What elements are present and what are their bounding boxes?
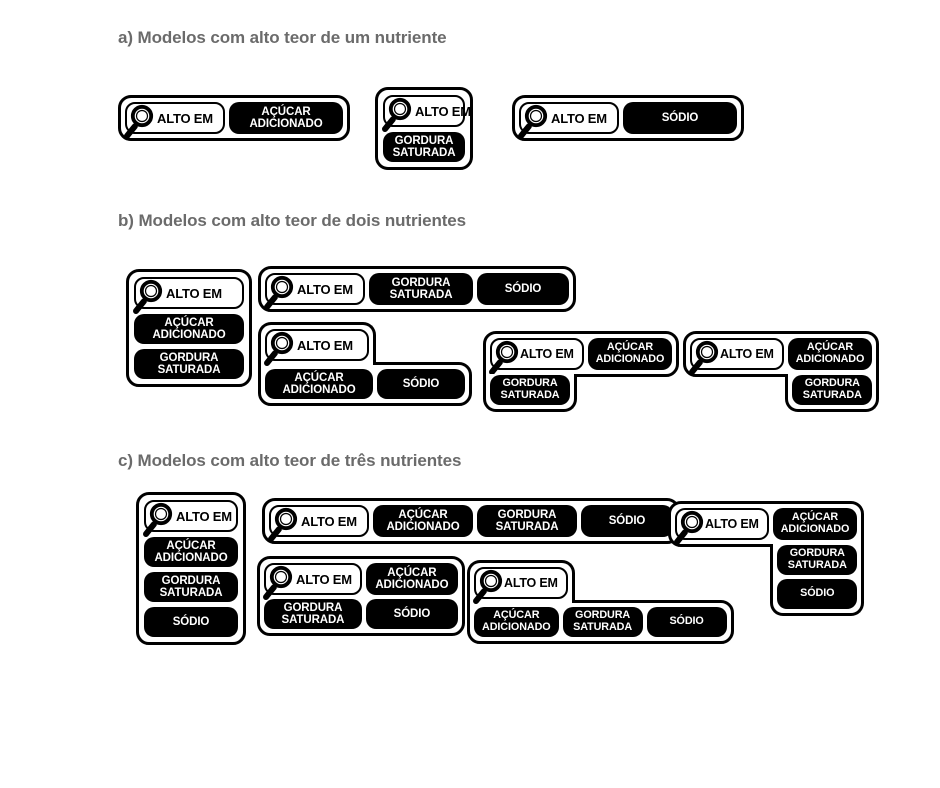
seal-a-acucar xyxy=(118,95,350,141)
alto-em-box xyxy=(690,338,784,370)
badge-text-line: ADICIONADO xyxy=(386,521,460,533)
badge-text-line: AÇÚCAR xyxy=(166,539,216,552)
badge-acucar-adicionado xyxy=(229,102,343,134)
seal-b-gordura-sodio xyxy=(258,266,576,312)
alto-em-text: ALTO EM xyxy=(720,347,774,361)
seal-frame-bottom xyxy=(483,374,577,412)
badge-text-line: ADICIONADO xyxy=(282,384,356,396)
section-a-heading: a) Modelos com alto teor de um nutriente xyxy=(118,28,447,47)
alto-em-box xyxy=(490,338,584,370)
magnifier-icon xyxy=(686,338,722,378)
magnifier-icon xyxy=(121,102,157,142)
magnifier-icon xyxy=(671,508,707,548)
seal-b-step-acucar-sodio xyxy=(258,322,472,406)
seal-frame xyxy=(258,266,576,312)
badge-text-line: AÇÚCAR xyxy=(493,609,540,622)
seal-frame-top xyxy=(258,322,376,365)
alto-em-text: ALTO EM xyxy=(297,281,353,297)
seal-frame-bottom xyxy=(258,362,472,406)
badge-acucar-adicionado xyxy=(474,607,559,637)
badge-text-line: ADICIONADO xyxy=(152,329,226,341)
alto-em-box xyxy=(519,102,619,134)
badge-text-line: GORDURA xyxy=(161,574,221,587)
badge-text-line: GORDURA xyxy=(789,547,845,560)
alto-em-text: ALTO EM xyxy=(520,347,574,361)
badge-text-line: SATURADA xyxy=(573,621,633,633)
alto-em-box xyxy=(265,273,365,305)
badge-text-line: AÇÚCAR xyxy=(606,341,654,354)
badge-text-line: AÇÚCAR xyxy=(806,341,854,354)
badge-text-line: GORDURA xyxy=(804,377,860,390)
badge-gordura-saturada xyxy=(264,599,362,629)
alto-em-box xyxy=(675,508,769,540)
alto-em-text: ALTO EM xyxy=(297,337,353,353)
badge-text-line: SÓDIO xyxy=(172,615,210,628)
badge-text-line: SÓDIO xyxy=(393,607,431,620)
seal-frame xyxy=(375,87,473,170)
badge-text-line: SATURADA xyxy=(500,389,560,401)
badge-text-line: SÓDIO xyxy=(402,377,440,390)
seal-frame xyxy=(118,95,350,141)
seal-frame xyxy=(262,498,680,544)
badge-text-line: SÓDIO xyxy=(504,282,542,295)
magnifier-icon xyxy=(261,329,297,369)
magnifier-icon xyxy=(260,563,296,603)
seal-c-grid xyxy=(257,556,465,636)
badge-text-line: GORDURA xyxy=(497,508,557,521)
alto-em-box xyxy=(144,500,238,532)
badge-text-line: GORDURA xyxy=(394,134,454,147)
badge-acucar-adicionado xyxy=(788,338,873,370)
alto-em-box xyxy=(474,567,568,599)
badge-text-line: SATURADA xyxy=(157,364,221,376)
magnifier-icon xyxy=(130,277,166,317)
badge-sodio xyxy=(377,369,465,399)
badge-acucar-adicionado xyxy=(366,563,458,595)
alto-em-box xyxy=(269,505,369,537)
badge-text-line: AÇÚCAR xyxy=(261,105,311,118)
alto-em-box xyxy=(125,102,225,134)
seal-b-step-left xyxy=(483,331,679,412)
badge-gordura-saturada xyxy=(144,572,238,602)
alto-em-text: ALTO EM xyxy=(415,103,471,119)
badge-text-line: AÇÚCAR xyxy=(791,511,839,524)
badge-text-line: ADICIONADO xyxy=(249,118,323,130)
magnifier-icon xyxy=(379,95,415,135)
alto-em-text: ALTO EM xyxy=(301,513,357,529)
badge-text-line: ADICIONADO xyxy=(375,579,449,591)
badge-text-line: SATURADA xyxy=(392,147,456,159)
badge-text-line: SATURADA xyxy=(159,587,223,599)
badge-acucar-adicionado xyxy=(373,505,473,537)
badge-gordura-saturada xyxy=(490,375,570,405)
alto-em-text: ALTO EM xyxy=(157,110,213,126)
badge-text-line: ADICIONADO xyxy=(595,353,665,365)
badge-gordura-saturada xyxy=(477,505,577,537)
badge-gordura-saturada xyxy=(777,545,857,575)
seal-b-vertical-acucar-gordura xyxy=(126,269,252,387)
badge-text-line: ADICIONADO xyxy=(154,552,228,564)
badge-text-line: AÇÚCAR xyxy=(164,316,214,329)
badge-text-line: AÇÚCAR xyxy=(294,371,344,384)
alto-em-text: ALTO EM xyxy=(166,285,222,301)
badge-text-line: ADICIONADO xyxy=(780,523,850,535)
badge-sodio xyxy=(366,599,458,629)
badge-text-line: AÇÚCAR xyxy=(398,508,448,521)
seal-a-sodio xyxy=(512,95,744,141)
seal-frame xyxy=(126,269,252,387)
seal-c-horizontal xyxy=(262,498,680,544)
badge-acucar-adicionado xyxy=(265,369,373,399)
badge-text-line: GORDURA xyxy=(575,609,631,622)
alto-em-text: ALTO EM xyxy=(296,571,352,587)
seal-c-step-right xyxy=(668,501,864,616)
badge-text-line: GORDURA xyxy=(391,276,451,289)
badge-sodio xyxy=(477,273,569,305)
alto-em-text: ALTO EM xyxy=(551,110,607,126)
section-b-heading: b) Modelos com alto teor de dois nutrientes xyxy=(118,211,467,230)
seal-frame-bottom xyxy=(770,544,864,616)
badge-text-line: SÓDIO xyxy=(800,587,835,600)
alto-em-text: ALTO EM xyxy=(176,508,232,524)
badge-acucar-adicionado xyxy=(588,338,673,370)
badge-text-line: GORDURA xyxy=(159,351,219,364)
badge-gordura-saturada xyxy=(369,273,473,305)
badge-text-line: SATURADA xyxy=(389,289,453,301)
badge-gordura-saturada xyxy=(134,349,244,379)
magnifier-icon xyxy=(486,338,522,378)
seal-frame-bottom xyxy=(785,374,879,412)
badge-text-line: SATURADA xyxy=(802,389,862,401)
seal-frame xyxy=(136,492,246,645)
badge-acucar-adicionado xyxy=(144,537,238,567)
seal-frame-top xyxy=(668,501,864,547)
badge-text-line: ADICIONADO xyxy=(795,353,865,365)
seal-frame xyxy=(512,95,744,141)
badge-text-line: SÓDIO xyxy=(661,111,699,124)
badge-text-line: SÓDIO xyxy=(608,514,646,527)
badge-text-line: GORDURA xyxy=(283,601,343,614)
magnifier-icon xyxy=(261,273,297,313)
badge-sodio xyxy=(623,102,737,134)
alto-em-text: ALTO EM xyxy=(705,517,759,531)
badge-acucar-adicionado xyxy=(134,314,244,344)
badge-text-line: SATURADA xyxy=(787,559,847,571)
badge-gordura-saturada xyxy=(792,375,872,405)
badge-text-line: GORDURA xyxy=(502,377,558,390)
badge-acucar-adicionado xyxy=(773,508,858,540)
alto-em-box xyxy=(265,329,369,361)
badge-text-line: SATURADA xyxy=(495,521,559,533)
badge-text-line: SATURADA xyxy=(281,614,345,626)
magnifier-icon xyxy=(515,102,551,142)
badge-sodio xyxy=(581,505,673,537)
magnifier-icon xyxy=(470,567,506,607)
seal-frame-top xyxy=(483,331,679,377)
alto-em-text: ALTO EM xyxy=(504,576,558,590)
section-c-heading: c) Modelos com alto teor de três nutrientes xyxy=(118,451,462,470)
seal-c-vertical xyxy=(136,492,246,645)
seal-frame-top xyxy=(467,560,575,603)
badge-text-line: ADICIONADO xyxy=(482,621,551,633)
badge-gordura-saturada xyxy=(383,132,465,162)
seal-frame xyxy=(257,556,465,636)
magnifier-icon xyxy=(265,505,301,545)
badge-sodio xyxy=(777,579,857,609)
alto-em-box xyxy=(264,563,362,595)
badge-sodio xyxy=(144,607,238,637)
alto-em-box xyxy=(134,277,244,309)
badge-gordura-saturada xyxy=(563,607,643,637)
magnifier-icon xyxy=(140,500,176,540)
alto-em-box xyxy=(383,95,471,127)
seal-a-gordura xyxy=(375,87,473,170)
seal-frame-top xyxy=(683,331,879,377)
badge-text-line: SÓDIO xyxy=(669,615,704,628)
seal-b-step-right xyxy=(683,331,879,412)
badge-text-line: AÇÚCAR xyxy=(387,566,437,579)
